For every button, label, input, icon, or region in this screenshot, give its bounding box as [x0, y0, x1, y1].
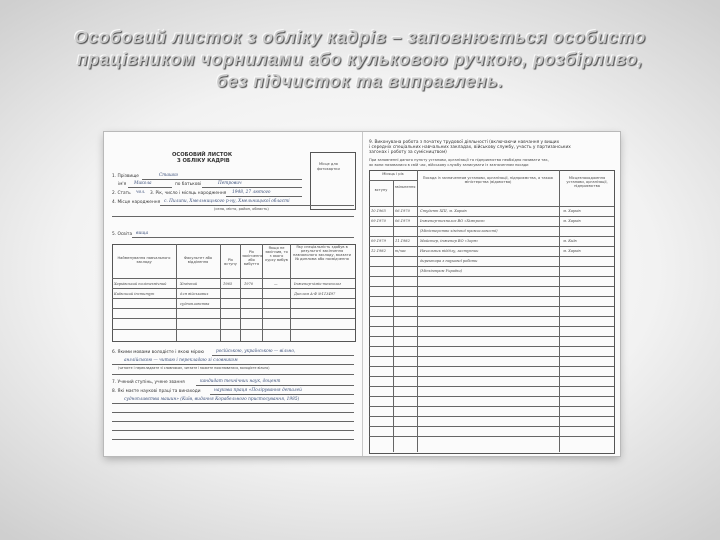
work-header-location: Місцезнаходження установи, організації, підприємства: [566, 176, 608, 188]
work-row-5-position: Начальник відділу, заступник: [420, 249, 479, 253]
edu-header-end-year: Рік закінчення або вибуття: [242, 250, 263, 266]
work-intro-3: загонах і роботу за сумісництвом): [369, 150, 447, 155]
work-row-1-start: 10.1965: [371, 209, 386, 213]
works-label: 8. Які маєте наукові праці та винаходи: [112, 389, 201, 394]
surname-line: [142, 179, 302, 180]
work-row-2-end: 06.1979: [395, 219, 410, 223]
degree-label: 7. Учений ступінь, учене звання: [112, 380, 185, 385]
work-row-5-location: м. Харків: [563, 249, 581, 253]
work-row-1-end: 06.1970: [395, 209, 410, 213]
work-row-2-start: 09.1970: [371, 219, 386, 223]
work-intro-5: як вони називалися в свій час, військову службу записувати із зазначенням посади: [369, 163, 529, 167]
work-row-1-location: м. Харків: [563, 209, 581, 213]
photo-label-1: Місце для: [319, 162, 338, 166]
birthdate-value: 1948, 27 лютого: [232, 190, 271, 195]
work-row-1-position: Студент ХПІ, м. Харків: [420, 209, 467, 213]
patronymic-label: по батькові: [175, 182, 202, 187]
edu-row-1-end: 1970: [244, 282, 254, 286]
languages-line-2: [112, 364, 354, 365]
work-row-2-location: м. Харків: [563, 219, 581, 223]
work-intro-1: 9. Виконувана робота з початку трудової діяльності (включаючи навчання у вищих: [369, 140, 560, 145]
gender-value: чол.: [136, 190, 146, 195]
edu-row-1-specialty: Інженер-хімік-технолог: [294, 282, 342, 286]
title-line-3: без підчисток та виправлень.: [216, 71, 504, 91]
work-intro-2: і середніх спеціальних навчальних закладах, військову службу, участь у партизанських: [369, 145, 571, 150]
education-label: 5. Освіта: [112, 232, 133, 237]
edu-row-3-faculty: судноплавства: [180, 302, 210, 306]
works-value-2: судноплавства машин» (Київ, видання Корабельного пристосування, 1985): [124, 397, 300, 402]
birthplace-value: с. Пилипи, Хмельницького р-ну, Хмельницької області: [164, 199, 290, 204]
work-header-end: звільнення: [394, 185, 416, 189]
edu-header-dropout: Якщо не закінчив, то з якого курсу вибув: [265, 246, 288, 262]
works-line: [210, 394, 354, 395]
patronymic-value: Петрович: [218, 181, 242, 186]
work-row-4-position: Майстер, інженер ВО «Зоря»: [420, 239, 479, 243]
gender-label: 2. Стать: [112, 191, 131, 196]
title-line-2: працівником чорнилами або кульковою ручкою, розбірливо,: [76, 49, 644, 69]
work-row-7-position: (Мінхімпром України): [420, 269, 463, 273]
work-row-4-end: 11.1982: [395, 239, 410, 243]
birthdate-label: 3. Рік, число і місяць народження: [150, 191, 227, 196]
photo-box: [310, 152, 356, 210]
birthplace-line-2: [112, 216, 354, 217]
edu-header-faculty: Факультет або відділення: [183, 256, 213, 264]
work-intro-4: При заповненні даного пункту установи, організації та підприємства необхідно називати так,: [369, 158, 549, 162]
edu-row-1-faculty: Хімічний: [180, 282, 198, 286]
edu-header-start-year: Рік вступу: [224, 258, 237, 266]
degree-value: кандидат технічних наук, доцент: [200, 379, 281, 384]
languages-line: [212, 355, 354, 356]
patronymic-line: [202, 187, 302, 188]
work-header-position: Посада із зазначенням установи, організації, підприємства, а також міністерства (відомства): [422, 176, 554, 184]
edu-row-2-specialty: Диплом А-Ф №113497: [294, 292, 336, 296]
edu-row-2-institution: Київський інститут: [114, 292, 155, 296]
work-row-4-start: 09.1979: [371, 239, 386, 243]
degree-line: [196, 385, 354, 386]
edu-row-1-dropout: —: [274, 282, 278, 286]
edu-row-2-faculty: для військових: [180, 292, 209, 296]
form-title-1: ОСОБОВИЙ ЛИСТОК: [172, 152, 233, 158]
education-line: [132, 237, 354, 238]
edu-row-1-start: 1965: [223, 282, 233, 286]
work-row-6-position: директора з наукової роботи: [420, 259, 478, 263]
name-line: [128, 187, 172, 188]
languages-value-2: англійською — читаю і перекладаю зі словником: [124, 358, 238, 363]
surname-value: Сташко: [159, 173, 179, 178]
slide-title: [30, 26, 690, 92]
edu-row-1-institution: Харківський політехнічний: [114, 282, 167, 286]
edu-header-specialty: Яку спеціальність здобув в результаті закінчення навчального закладу, вказати № диплома або посвідчення: [293, 245, 351, 261]
name-label: ім'я: [118, 182, 127, 187]
birthdate-line: [226, 196, 302, 197]
birthplace-label: 4. Місце народження: [112, 200, 161, 205]
form-right-page: [363, 132, 620, 456]
languages-hint: (читаєте і перекладаєте зі словником, читаєте і можете пояснюватися, володієте вільно): [118, 366, 270, 370]
education-value: вища: [136, 231, 149, 236]
work-row-2-position: Інженер-технолог ВО «Хімпром»: [420, 219, 486, 223]
photo-label-2: фотокартки: [317, 167, 340, 171]
work-header-month-year: Місяць і рік: [382, 172, 404, 176]
surname-label: 1. Прізвище: [112, 174, 139, 179]
birthplace-line: [160, 205, 354, 206]
work-row-3-position: (Міністерство хімічної промисловості): [420, 229, 498, 233]
work-row-5-start: 12.1982: [371, 249, 386, 253]
work-row-5-end: т/час: [395, 249, 407, 253]
work-header-start: вступу: [374, 188, 388, 192]
birthplace-hint: (село, місто, район, область): [214, 207, 269, 211]
languages-label: 6. Якими мовами володієте і якою мірою: [112, 350, 205, 355]
work-row-4-location: м. Київ: [563, 239, 577, 243]
edu-header-institution: Найменування навчального закладу: [117, 256, 171, 264]
name-value: Микола: [134, 181, 152, 186]
form-title-2: З ОБЛІКУ КАДРІВ: [177, 158, 230, 164]
works-value: наукова праця «Полірування деталей: [214, 388, 302, 393]
title-line-1: Особовий листок з обліку кадрів – заповнюється особисто: [74, 27, 646, 47]
personnel-form-image: [104, 132, 620, 456]
form-left-page: [104, 132, 363, 456]
languages-value: російською, українською — вільно,: [216, 349, 296, 354]
